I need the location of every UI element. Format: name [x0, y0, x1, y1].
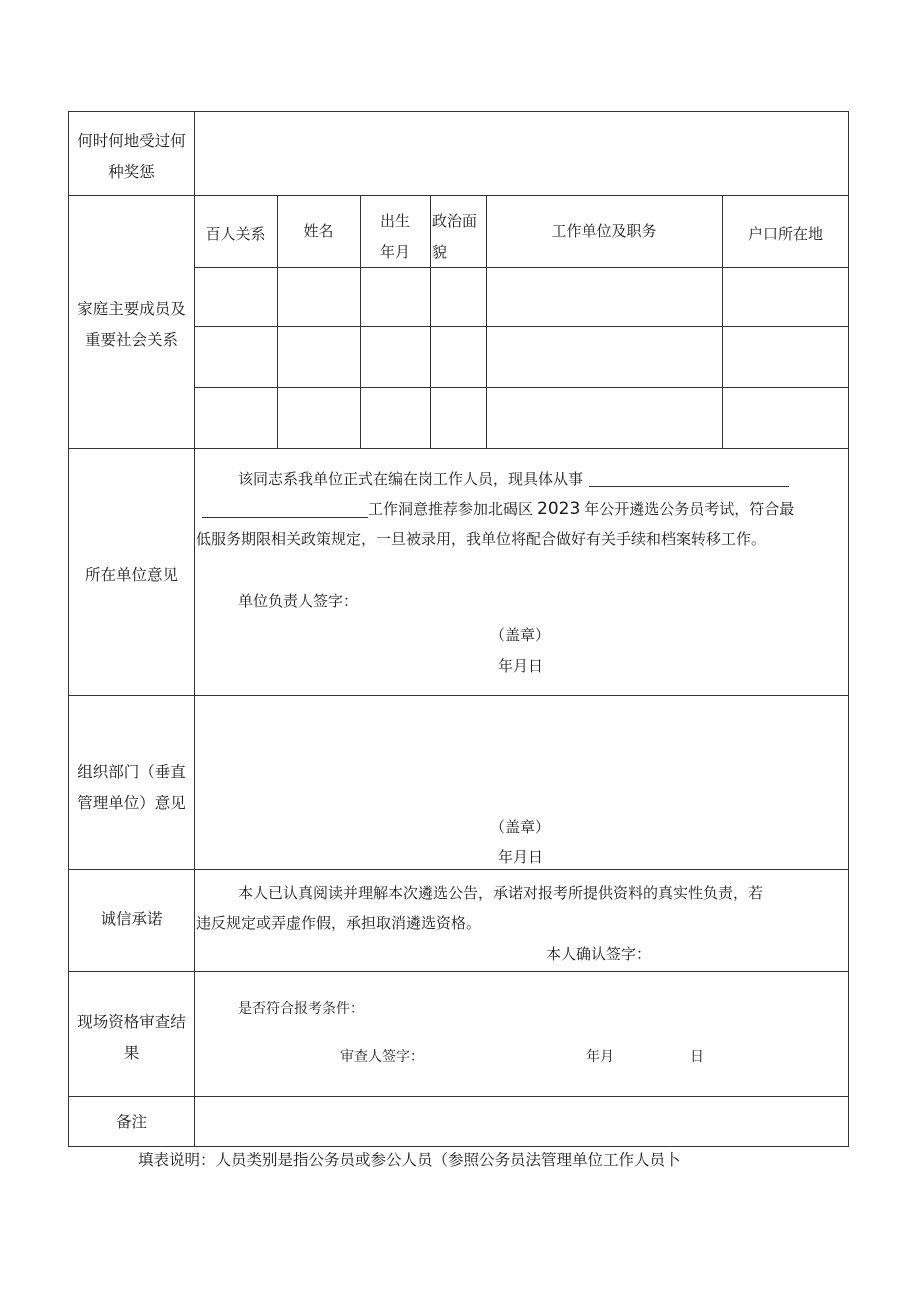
family-col-divider	[430, 195, 431, 448]
unit-date: 年月日	[498, 657, 544, 675]
header-relation: 百人关系	[205, 225, 266, 243]
header-name: 姓名	[303, 222, 334, 240]
duty-blank	[589, 472, 789, 487]
row-divider	[68, 971, 849, 972]
duty-blank-continued	[202, 503, 368, 518]
org-date: 年月日	[498, 848, 544, 866]
review-question: 是否符合报考条件：	[238, 1001, 364, 1017]
integrity-signature: 本人确认签字：	[546, 945, 652, 963]
row-divider	[68, 195, 849, 196]
family-row-divider	[194, 326, 849, 327]
integrity-line2: 违反规定或弄虚作假，承担取消遴选资格。	[196, 914, 482, 932]
unit-opinion-label: 所在单位意见	[84, 566, 178, 584]
unit-seal: （盖章）	[490, 626, 551, 644]
header-residence: 户口所在地	[747, 225, 823, 243]
org-seal: （盖章）	[490, 818, 551, 836]
family-row-divider	[194, 267, 849, 268]
header-birth: 出生年月	[379, 212, 410, 261]
integrity-line1: 本人已认真阅读并理解本次遴选公告，承诺对报考所提供资料的真实性负责，若	[238, 884, 764, 902]
rewards-label: 何时何地受过何种奖惩	[77, 132, 186, 181]
family-label: 家庭主要成员及重要社会关系	[77, 300, 186, 349]
review-year-month: 年月	[586, 1049, 614, 1065]
org-opinion-label: 组织部门（垂直管理单位）意见	[77, 763, 186, 812]
row-divider	[68, 695, 849, 696]
integrity-label: 诚信承诺	[100, 910, 163, 928]
footnote: 填表说明：人员类别是指公务员或参公人员（参照公务员法管理单位工作人员卜	[138, 1151, 681, 1169]
reviewer-signature: 审查人签字：	[340, 1049, 424, 1065]
remarks-label: 备注	[115, 1113, 147, 1131]
header-workplace: 工作单位及职务	[551, 222, 657, 240]
review-day: 日	[690, 1049, 704, 1065]
unit-opinion-line3: 低服务期限相关政策规定，一旦被录用，我单位将配合做好有关手续和档案转移工作。	[196, 530, 767, 548]
family-row-divider	[194, 387, 849, 388]
row-divider	[68, 1096, 849, 1097]
row-divider	[68, 869, 849, 870]
row-divider	[68, 448, 849, 449]
unit-opinion-line2: 工作洞意推荐参加北碣区 2023 年公开遴选公务员考试，符合最	[202, 501, 794, 518]
review-label: 现场资格审查结果	[77, 1013, 186, 1062]
unit-signature-label: 单位负责人签字：	[238, 592, 359, 610]
unit-opinion-line1: 该同志系我单位正式在编在岗工作人员，现具体从事	[238, 472, 789, 487]
header-political: 政治面貌	[432, 212, 478, 261]
